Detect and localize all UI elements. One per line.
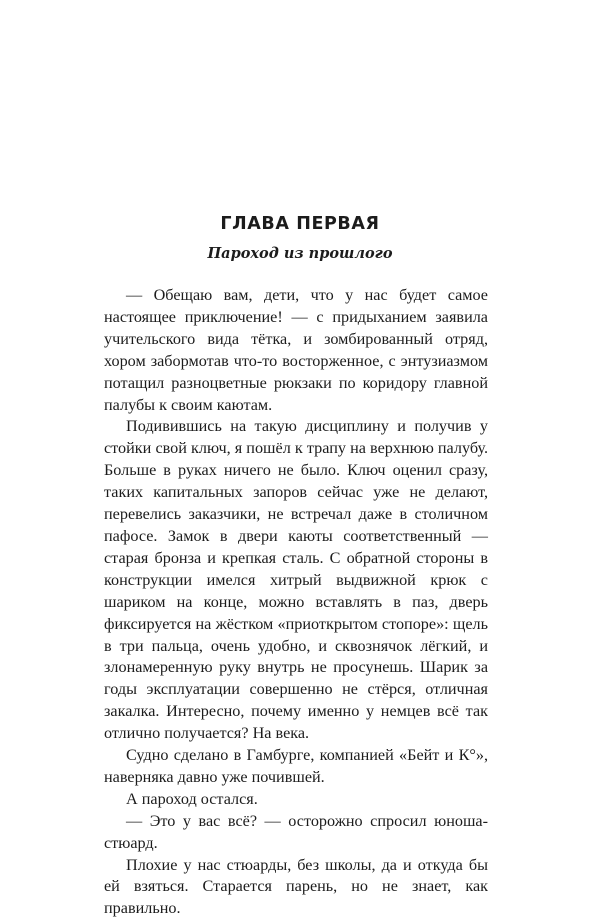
chapter-body: [104, 285, 488, 920]
paragraph: — Обещаю вам, дети, что у нас будет самое настоящее приключение! — с придыханием заявила учительского вида тётка, и зомбированный отряд, хором забормотав что-то восторженное, с энтузиазмом потащил разноцветные рюкзаки по коридору главной палубы к своим каютам.: [104, 286, 488, 414]
chapter-title: ГЛАВА ПЕРВАЯ: [220, 214, 380, 234]
paragraph: — Это у вас всё? — осторожно спросил юноша-стюард.: [104, 811, 488, 852]
chapter-subtitle: Пароход из прошлого: [207, 245, 393, 262]
paragraph: Подивившись на такую дисциплину и получив у стойки свой ключ, я пошёл к трапу на верхнюю палубу. Больше в руках ничего не было. Ключ оценил сразу, таких капитальных запоров сейчас уже не делают, перевелись заказчики, не встречал даже в столичном пафосе. Замок в двери каюты соответственный — старая бронза и крепкая сталь. С обратной стороны в конструкции имелся хитрый выдвижной крюк с шариком на конце, можно вставлять в паз, дверь фиксируется на жёстком «приоткрытом стопоре»: щель в три пальца, очень удобно, и сквознячок лёгкий, и злонамеренную руку внутрь не просунешь. Шарик за годы эксплуатации совершенно не стёрся, отличная закалка. Интересно, почему именно у немцев всё так отлично получается? На века.: [104, 417, 488, 743]
paragraph: Плохие у нас стюарды, без школы, да и откуда бы ей взяться. Старается парень, но не знает, как правильно.: [104, 855, 488, 918]
paragraph: А пароход остался.: [126, 789, 258, 808]
paragraph: Судно сделано в Гамбурге, компанией «Бейт и К°», наверняка давно уже почившей.: [104, 746, 488, 786]
